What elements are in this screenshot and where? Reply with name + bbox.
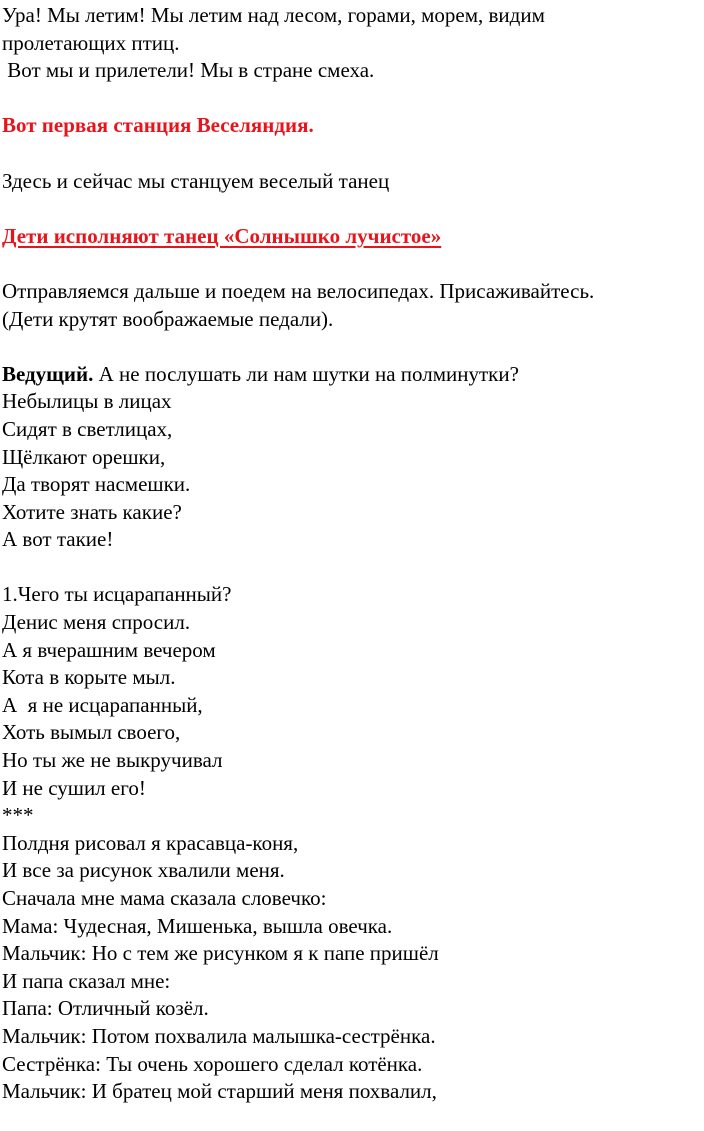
bike-line-2: (Дети крутят воображаемые педали). — [2, 306, 334, 331]
joke1-line-3: А я вчерашним вечером — [2, 637, 216, 662]
fable-line-5: Хотите знать какие? — [2, 499, 182, 524]
joke1-line-6: Хоть вымыл своего, — [2, 720, 181, 745]
dance-line: Здесь и сейчас мы станцуем веселый танец — [2, 168, 390, 193]
intro-line-2: пролетающих птиц. — [2, 30, 180, 55]
blank-line — [2, 140, 700, 168]
fable-line-2: Сидят в светлицах, — [2, 416, 173, 441]
joke2-line-6: И папа сказал мне: — [2, 968, 171, 993]
host-text: А не послушать ли нам шутки на полминутки? — [93, 361, 519, 386]
fable-line-3: Щёлкают орешки, — [2, 444, 166, 469]
blank-line — [2, 333, 700, 361]
joke2-line-7: Папа: Отличный козёл. — [2, 996, 209, 1021]
joke2-line-10: Мальчик: И братец мой старший меня похвалил, — [2, 1079, 437, 1104]
joke2-line-8: Мальчик: Потом похвалила малышка-сестрёнка. — [2, 1023, 436, 1048]
fable-line-1: Небылицы в лицах — [2, 389, 172, 414]
joke1-line-1: 1.Чего ты исцарапанный? — [2, 582, 232, 607]
host-speaker: Ведущий. — [2, 361, 94, 386]
joke1-line-5: А я не исцарапанный, — [2, 692, 203, 717]
fable-line-4: Да творят насмешки. — [2, 472, 191, 497]
document-page — [2, 2, 700, 1106]
joke2-line-2: И все за рисунок хвалили меня. — [2, 858, 285, 883]
joke2-line-9: Сестрёнка: Ты очень хорошего сделал котёнка. — [2, 1051, 423, 1076]
blank-line — [2, 85, 700, 113]
joke2-line-5: Мальчик: Но с тем же рисунком я к папе пришёл — [2, 941, 439, 966]
intro-line-1: Ура! Мы летим! Мы летим над лесом, горами, морем, видим — [2, 3, 545, 27]
joke2-line-1: Полдня рисовал я красавца-коня, — [2, 830, 299, 855]
joke2-line-4: Мама: Чудесная, Мишенька, вышла овечка. — [2, 913, 393, 938]
bike-line-1: Отправляемся дальше и поедем на велосипедах. Присаживайтесь. — [2, 278, 595, 303]
joke1-line-2: Денис меня спросил. — [2, 610, 191, 635]
blank-line — [2, 250, 700, 278]
blank-line — [2, 195, 700, 223]
blank-line — [2, 554, 700, 582]
joke1-line-7: Но ты же не выкручивал — [2, 748, 223, 773]
host-line — [2, 361, 700, 389]
separator-stars: *** — [2, 803, 34, 828]
dance-heading-row — [2, 223, 700, 251]
station-heading: Вот первая станция Веселяндия. — [2, 113, 314, 138]
joke2-line-3: Сначала мне мама сказала словечко: — [2, 886, 327, 910]
intro-line-3: Вот мы и прилетели! Мы в стране смеха. — [2, 58, 375, 83]
joke1-line-4: Кота в корыте мыл. — [2, 665, 176, 690]
joke1-line-8: И не сушил его! — [2, 775, 146, 800]
dance-heading: Дети исполняют танец «Солнышко лучистое» — [2, 223, 442, 248]
fable-line-6: А вот такие! — [2, 527, 114, 552]
